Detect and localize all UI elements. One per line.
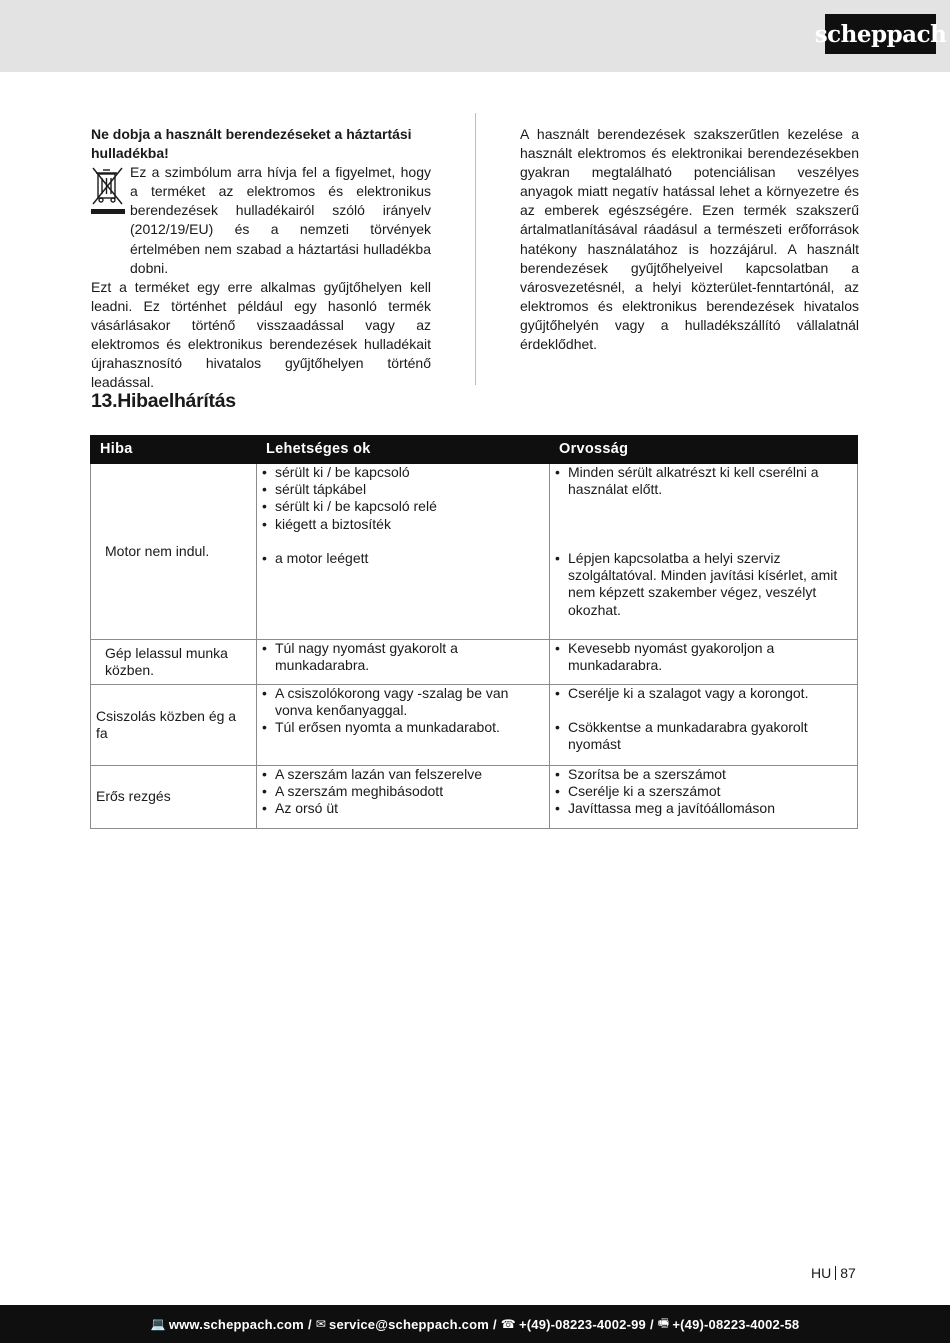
remedy-list	[550, 719, 847, 753]
cause-list	[257, 766, 549, 818]
email-link[interactable]: service@scheppach.com	[329, 1316, 489, 1332]
fault-text: Erős rezgés	[96, 788, 171, 805]
disposal-info-section	[520, 125, 859, 354]
fault-cell	[91, 640, 257, 685]
cause-list	[257, 550, 549, 567]
cause-cell	[257, 685, 550, 766]
list-item: • Túl nagy nyomást gyakorolt a munkadarabra.	[257, 640, 549, 674]
list-item: • Lépjen kapcsolatba a helyi szerviz szolgáltatóval. Minden javítási kísérlet, amit nem képzett szakember végez, veszélyt okozhat.	[550, 550, 847, 619]
list-item: • sérült tápkábel	[257, 481, 549, 498]
cause-list	[257, 464, 549, 533]
page-number	[811, 1265, 856, 1281]
list-item: • Cserélje ki a szalagot vagy a korongot.	[550, 685, 847, 702]
weee-heading: Ne dobja a használt berendezéseket a háztartási hulladékba!	[91, 126, 412, 162]
fault-text: Motor nem indul.	[105, 542, 210, 559]
section-heading	[91, 390, 236, 413]
column-header-remedy: Orvosság	[550, 436, 858, 464]
phone-number: +(49)-08223-4002-99	[518, 1316, 646, 1332]
weee-paragraph-1: Ez a szimbólum arra hívja fel a figyelmet, hogy a terméket az elektromos és elektronikus berendezések hulladékairól szóló irányelv (2012/19/EU) és a nemzeti törvények értelmében nem szabad a háztartási hulladékba dobni.	[130, 164, 431, 276]
list-item: • A szerszám meghibásodott	[257, 783, 549, 800]
weee-disposal-section	[91, 125, 431, 392]
brand-logo	[814, 14, 947, 54]
fault-cell	[91, 685, 257, 766]
table-row	[91, 685, 858, 766]
page-number-value: 87	[840, 1265, 856, 1281]
list-item: • Túl erősen nyomta a munkadarabot.	[257, 719, 549, 736]
section-title: Hibaelhárítás	[117, 390, 236, 412]
website-link[interactable]: www.scheppach.com	[168, 1316, 304, 1332]
remedy-cell	[550, 640, 858, 685]
list-item: • A csiszolókorong vagy -szalag be van vonva kenőanyaggal.	[257, 685, 549, 719]
remedy-cell	[550, 766, 858, 829]
disposal-paragraph: A használt berendezések szakszerűtlen kezelése a használt elektromos és elektronikai berendezésekben gyakran megtalálható potenciálisan veszélyes anyagok miatt negatív hatással lehet a környezetre és az emberek egészségére. Ezen termék szakszerű ártalmatlanításával ráadásul a természeti erőforrások hatékony használatához is hozzájárul. A használt berendezések gyűjtőhelyeivel kapcsolatban a városvezetésnél, a helyi közterület-fenntartónál, az elektromos és elektronikus berendezések hivatalos gyűjtőhelyén vagy a hulladékszállító vállalatnál érdeklődhet.	[520, 126, 859, 353]
weee-paragraph-2: Ezt a terméket egy erre alkalmas gyűjtőhelyen kell leadni. Ez történhet például egy hasonló termék vásárlásakor történő visszaadással vagy az elektromos és elektronikus berendezések hulladékait újrahasznosító hivatalos gyűjtőhelyen történő leadással.	[91, 278, 431, 391]
list-item: • Szorítsa be a szerszámot	[550, 766, 847, 783]
remedy-list	[550, 766, 847, 818]
list-item: • A szerszám lazán van felszerelve	[257, 766, 549, 783]
list-item: • Javíttassa meg a javítóállomáson	[550, 800, 847, 817]
page-language: HU	[811, 1265, 832, 1281]
fault-cell	[91, 464, 257, 640]
footer-separator: /	[649, 1316, 654, 1332]
column-divider	[475, 113, 476, 385]
table-row	[91, 766, 858, 829]
table-row	[91, 464, 858, 640]
section-number: 13.	[91, 390, 118, 412]
fault-text: Csiszolás közben ég a fa	[96, 707, 237, 741]
footer-separator: /	[307, 1316, 312, 1332]
list-item: • Kevesebb nyomást gyakoroljon a munkadarabra.	[550, 640, 847, 674]
cause-list	[257, 640, 549, 674]
weee-notice	[91, 163, 431, 278]
crossed-out-wheelie-bin-icon	[91, 165, 125, 215]
list-item: • kiégett a biztosíték	[257, 516, 549, 533]
column-header-fault: Hiba	[91, 436, 257, 464]
remedy-list	[550, 685, 847, 702]
remedy-list	[550, 640, 847, 674]
troubleshooting-table	[90, 435, 858, 829]
top-banner	[0, 0, 950, 72]
contact-footer	[0, 1305, 950, 1343]
logo-text: scheppach	[814, 20, 947, 48]
cause-cell	[257, 766, 550, 829]
envelope-icon: ✉	[315, 1317, 327, 1331]
table-header-row	[91, 436, 858, 464]
fault-cell	[91, 766, 257, 829]
cause-cell	[257, 464, 550, 640]
cause-list	[257, 685, 549, 737]
list-item: • sérült ki / be kapcsoló relé	[257, 498, 549, 515]
fault-text: Gép lelassul munka közben.	[105, 645, 228, 679]
list-item: • Csökkentse a munkadarabra gyakorolt nyomást	[550, 719, 847, 753]
remedy-list	[550, 464, 847, 550]
list-item: • Minden sérült alkatrészt ki kell cserélni a használat előtt.	[550, 464, 847, 498]
phone-icon: ☎	[500, 1317, 516, 1331]
remedy-list	[550, 550, 847, 619]
list-item: • Az orsó üt	[257, 800, 549, 817]
cause-cell	[257, 640, 550, 685]
fax-number: +(49)-08223-4002-58	[672, 1316, 800, 1332]
footer-separator: /	[492, 1316, 497, 1332]
laptop-icon: 💻	[150, 1317, 166, 1331]
page-number-separator	[835, 1266, 836, 1280]
list-item: • a motor leégett	[257, 550, 549, 567]
remedy-cell	[550, 685, 858, 766]
table-row	[91, 640, 858, 685]
column-header-cause: Lehetséges ok	[257, 436, 550, 464]
list-item: • Cserélje ki a szerszámot	[550, 783, 847, 800]
remedy-cell	[550, 464, 858, 640]
fax-icon: 🖷	[657, 1315, 670, 1330]
list-item: • sérült ki / be kapcsoló	[257, 464, 549, 481]
